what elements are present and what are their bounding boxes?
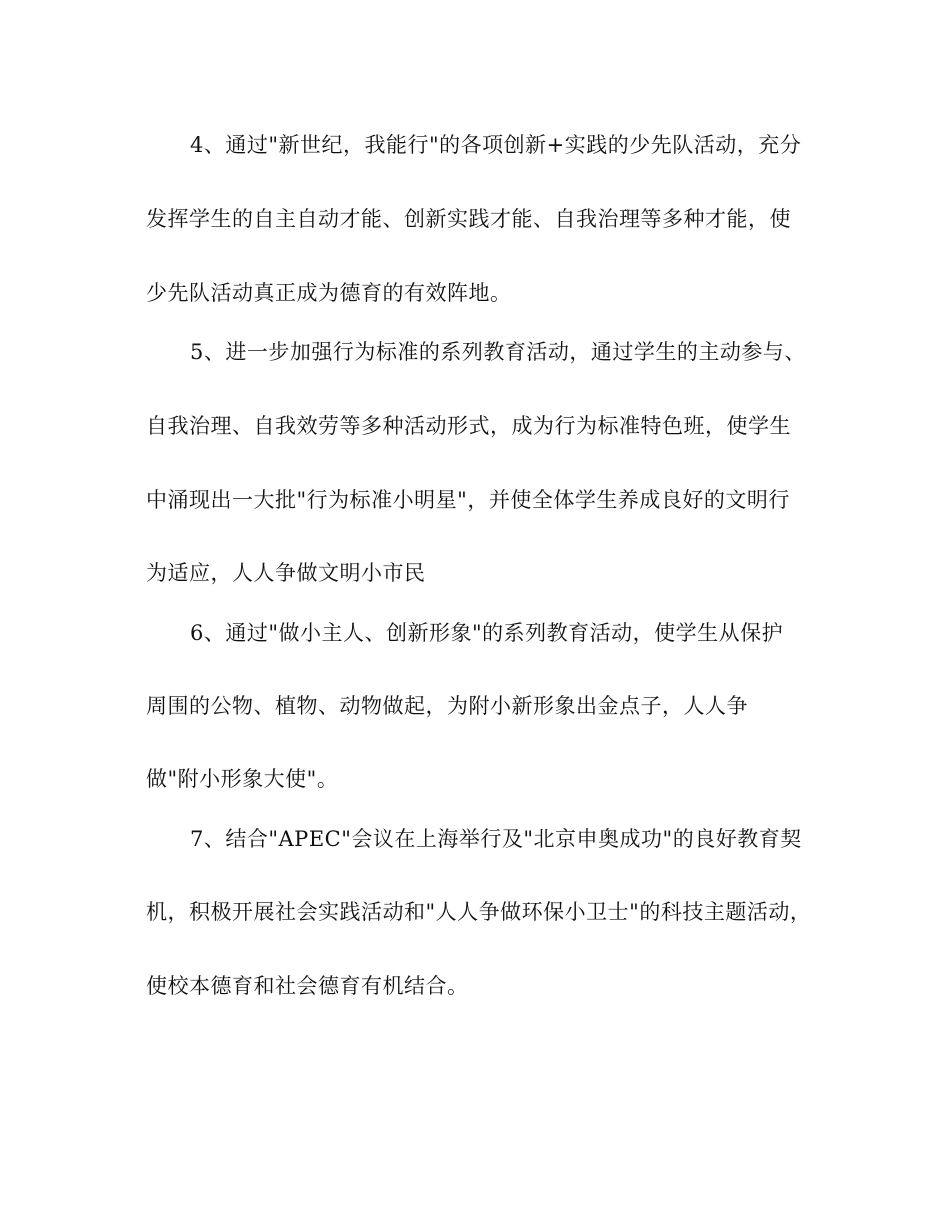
paragraph-5-line-2: 自我治理、自我效劳等多种活动形式，成为行为标准特色班，使学生	[146, 414, 791, 438]
paragraph-5-line-4: 为适应，人人争做文明小市民	[146, 561, 426, 585]
paragraph-4-line-3: 少先队活动真正成为德育的有效阵地。	[146, 281, 512, 305]
paragraph-7-line-3: 使校本德育和社会德育有机结合。	[146, 974, 469, 998]
paragraph-6-line-2: 周围的公物、植物、动物做起，为附小新形象出金点子，人人争	[146, 694, 748, 718]
paragraph-7-line-2: 机，积极开展社会实践活动和"人人争做环保小卫士"的科技主题活动，	[146, 900, 812, 924]
paragraph-5-line-1: 5、进一步加强行为标准的系列教育活动，通过学生的主动参与、	[190, 340, 806, 364]
paragraph-7-line-1: 7、结合"APEC"会议在上海举行及"北京申奥成功"的良好教育契	[190, 827, 802, 851]
paragraph-4-line-1: 4、通过"新世纪，我能行"的各项创新+实践的少先队活动，充分	[190, 133, 802, 157]
paragraph-6-line-1: 6、通过"做小主人、创新形象"的系列教育活动，使学生从保护	[190, 621, 784, 645]
paragraph-5-line-3: 中涌现出一大批"行为标准小明星"，并使全体学生养成良好的文明行	[146, 488, 790, 512]
paragraph-4-line-2: 发挥学生的自主自动才能、创新实践才能、自我治理等多种才能，使	[146, 207, 791, 231]
paragraph-6-line-3: 做"附小形象大使"。	[146, 767, 339, 791]
